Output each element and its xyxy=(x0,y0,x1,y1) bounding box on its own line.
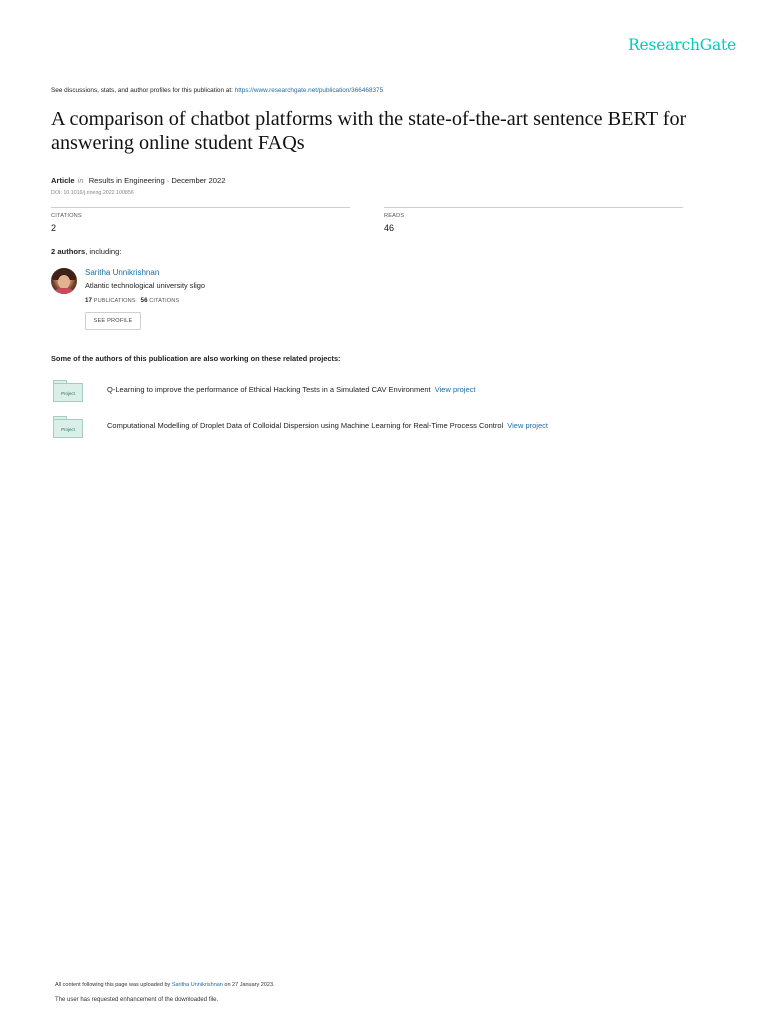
uploader-link[interactable]: Saritha Unnikrishnan xyxy=(171,982,223,988)
upload-note xyxy=(55,982,275,988)
project-text xyxy=(107,385,475,394)
publication-venue: Results in Engineering · December 2022 xyxy=(88,176,226,185)
avatar-shirt xyxy=(53,288,75,294)
view-project-link[interactable]: View project xyxy=(507,421,548,430)
author-publications-count: 17 xyxy=(85,297,93,304)
authors-count-line xyxy=(51,247,122,256)
reads-value: 46 xyxy=(384,223,395,233)
avatar-face xyxy=(58,275,70,289)
project-icon-label: Project xyxy=(53,383,83,402)
reads-label: READS xyxy=(384,213,405,219)
publication-doi: DOI: 10.1016/j.rineng.2022.100856 xyxy=(51,190,134,196)
author-citations-label: CITATIONS xyxy=(149,298,180,304)
publication-title: A comparison of chatbot platforms with the state-of-the-art sentence BERT for answering online student FAQs xyxy=(51,108,687,154)
author-citations-count: 56 xyxy=(140,297,148,304)
view-project-link[interactable]: View project xyxy=(434,385,476,394)
publication-meta xyxy=(51,176,225,185)
upload-suffix: on 27 January 2023. xyxy=(222,982,275,988)
project-title: Computational Modelling of Droplet Data of Colloidal Dispersion using Machine Learning for Real-Time Process Control xyxy=(107,421,504,430)
project-item xyxy=(51,380,731,404)
researchgate-logo[interactable]: ResearchGate xyxy=(628,36,736,54)
author-publications-label: PUBLICATIONS xyxy=(93,298,136,304)
citations-value: 2 xyxy=(51,223,57,233)
project-text xyxy=(107,421,548,430)
authors-including: , including: xyxy=(85,247,122,256)
author-avatar[interactable] xyxy=(51,268,77,294)
project-icon-label: Project xyxy=(53,419,83,438)
related-projects-heading: Some of the authors of this publication are also working on these related projects: xyxy=(51,354,341,363)
in-word: in xyxy=(77,176,84,185)
project-item xyxy=(51,416,731,440)
publication-url-link[interactable]: https://www.researchgate.net/publication/366468375 xyxy=(234,87,384,94)
publication-type: Article xyxy=(51,176,75,185)
author-name-link[interactable]: Saritha Unnikrishnan xyxy=(85,268,160,277)
citations-label: CITATIONS xyxy=(51,213,82,219)
see-discussion-text: See discussions, stats, and author profiles for this publication at: xyxy=(51,87,235,94)
author-affiliation: Atlantic technological university sligo xyxy=(85,281,205,290)
project-folder-icon xyxy=(53,416,83,438)
project-title: Q-Learning to improve the performance of Ethical Hacking Tests in a Simulated CAV Environment xyxy=(107,385,431,394)
citations-divider xyxy=(51,207,350,208)
authors-count: 2 authors xyxy=(51,247,86,256)
profile-discussion-line xyxy=(51,87,383,94)
author-stats xyxy=(85,297,179,304)
reads-divider xyxy=(384,207,683,208)
upload-prefix: All content following this page was uploaded by xyxy=(55,982,172,988)
enhancement-note: The user has requested enhancement of the downloaded file. xyxy=(55,997,219,1003)
see-profile-button[interactable]: SEE PROFILE xyxy=(85,312,141,330)
project-folder-icon xyxy=(53,380,83,402)
